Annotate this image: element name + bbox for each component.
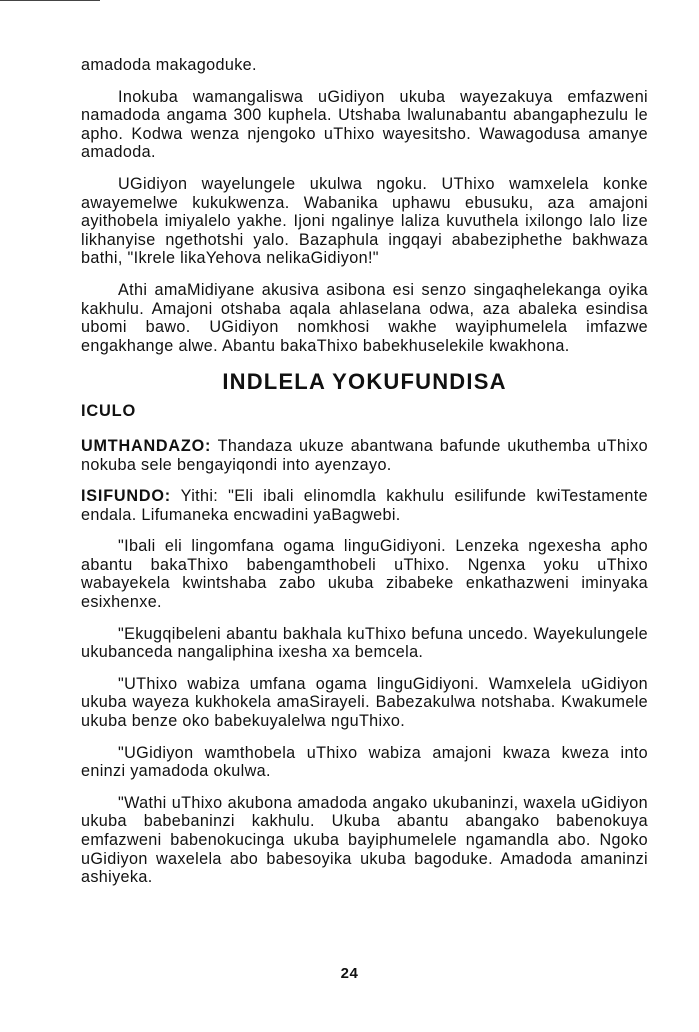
paragraph: "UGidiyon wamthobela uThixo wabiza amajoni kwaza kweza into eninzi yamadoda okulwa. [81, 743, 648, 781]
song-subheading: ICULO [81, 402, 136, 421]
prayer-paragraph [81, 437, 648, 474]
page-number: 24 [340, 965, 359, 982]
paragraph-continued: amadoda makagoduke. [81, 56, 257, 74]
lesson-label: ISIFUNDO: [81, 487, 171, 506]
page-body [81, 56, 648, 900]
prayer-text: Thandaza ukuze abantwana bafunde ukuthemba uThixo nokuba sele bengayiqondi into ayenzayo. [81, 436, 648, 474]
paragraph: Inokuba wamangaliswa uGidiyon ukuba wayezakuya emfazweni namadoda angama 300 kuphela. Utshaba lwalunabantu abangaphezulu le apho. Kodwa wenza njengoko uThixo wayesitsho. Wawagodusa amanye amadoda. [81, 87, 648, 162]
paragraph: UGidiyon wayelungele ukulwa ngoku. UThixo wamxelela konke awayemelwe kukukwenza. Wabanika uphawu ebusuku, aza amajoni ayithobela imiyalelo yakhe. Ijoni ngalinye laliza kuvuthela ixilongo lalo lize likhanyise ngethotshi yalo. Bazaphula ingqayi ababeziphethe bakhwaza bathi, "Ikrele likaYehova nelikaGidiyon!" [81, 174, 648, 268]
section-heading: INDLELA YOKUFUNDISA [222, 369, 507, 395]
prayer-label: UMTHANDAZO: [81, 436, 212, 455]
lesson-text: Yithi: "Eli ibali elinomdla kakhulu esilifunde kwiTestamente endala. Lifumaneka encwadini yaBagwebi. [81, 487, 648, 524]
paragraph: "Ibali eli lingomfana ogama linguGidiyoni. Lenzeka ngexesha apho abantu bakaThixo babengamthobeli uThixo. Ngenxa yoku uThixo wabayekela kwintshaba zabo ukuba zibabeke enkathazweni iminyaka esixhenxe. [81, 537, 648, 612]
top-rule [0, 0, 100, 1]
lesson-paragraph [81, 487, 648, 524]
paragraph: Athi amaMidiyane akusiva asibona esi senzo singaqhelekanga oyika kakhulu. Amajoni otshaba aqala ahlaselana odwa, aza abaleka esindisa ubomi bawo. UGidiyon nomkhosi wakhe wayiphumelela imfazwe engakhange alwe. Abantu bakaThixo babekhuselekile kwakhona. [81, 280, 648, 355]
paragraph: "UThixo wabiza umfana ogama linguGidiyoni. Wamxelela uGidiyon ukuba wayeza kukhokela amaSirayeli. Babezakulwa notshaba. Kwakumele ukuba benze oko babekuyalelwa nguThixo. [81, 674, 648, 731]
paragraph: "Ekugqibeleni abantu bakhala kuThixo befuna uncedo. Wayekulungele ukubanceda nangaliphina ixesha xa bemcela. [81, 624, 648, 662]
paragraph: "Wathi uThixo akubona amadoda angako ukubaninzi, waxela uGidiyon ukuba babebaninzi kakhulu. Ukuba abantu abangako babenokuya emfazweni babenokucinga ukuba bayiphumelele ngamandla abo. Ngoko uGidiyon waxelela abo babesoyika ukuba bagoduke. Amadoda amaninzi ashiyeka. [81, 793, 648, 887]
